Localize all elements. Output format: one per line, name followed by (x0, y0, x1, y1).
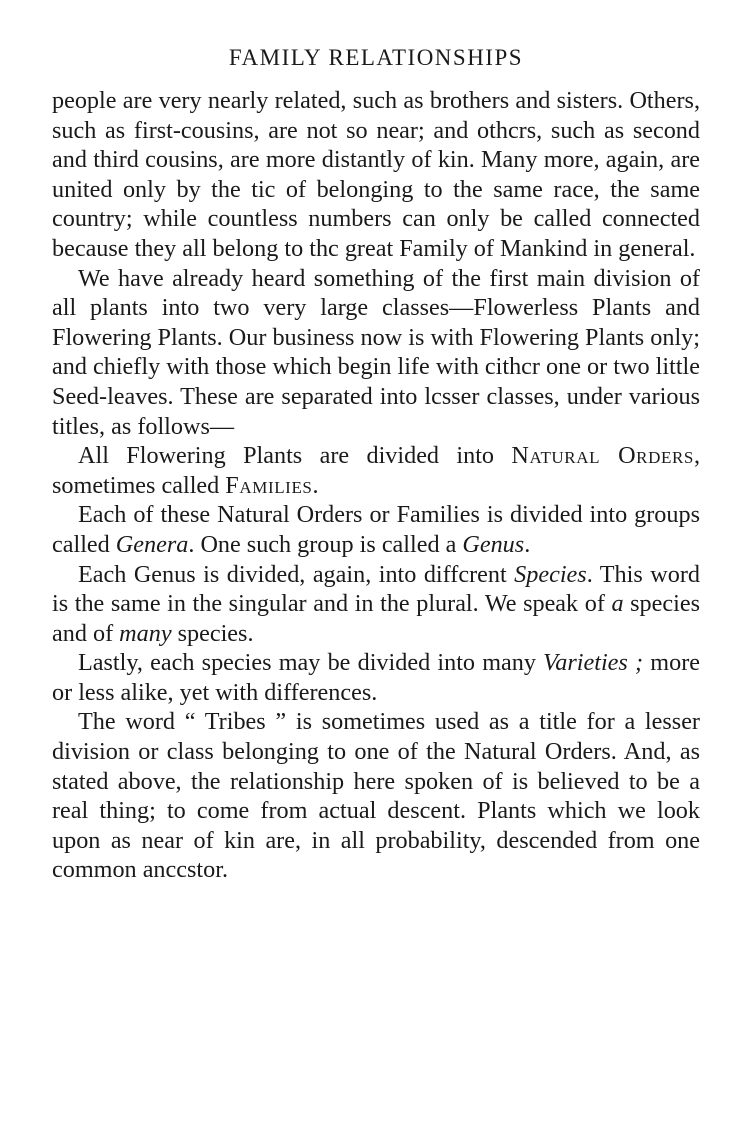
paragraph-varieties (52, 648, 700, 707)
text-run: All Flowering Plants are divided into (78, 442, 512, 470)
italic-term: Genus (462, 530, 525, 558)
italic-term: a (611, 590, 624, 618)
paragraph-tribes: The word “ Tribes ” is sometimes used as a title for a lesser division or class belonging to one of the Natural Orders. And, as stated above, the relationship here spoken of is believed to be a real thing; to come from actual descent. Plants which we look upon as near of kin are, in all probability, descended from one common anccstor. (52, 708, 700, 884)
text-run: . (312, 471, 319, 499)
small-caps-term: Families (225, 471, 313, 499)
text-run: Each of these Natural Orders or Families is divided into groups called (52, 501, 700, 558)
small-caps-term: Natural Orders (511, 442, 694, 470)
italic-term: Varieties ; (543, 649, 644, 677)
text-run: species. (171, 619, 254, 647)
italic-term: Species (514, 560, 587, 588)
text-run: Each Genus is divided, again, into diffcrent (78, 560, 515, 588)
paragraph-species (52, 560, 700, 649)
text-run: . One such group is called a (188, 530, 463, 558)
italic-term: Genera (115, 530, 189, 558)
paragraph-plant-divisions: We have already heard something of the first main division of all plants into two very large classes—Flowerless Plants and Flowering Plants. Our business now is with Flowering Plants only; and chiefly with those which begin life with cithcr one or two little Seed-leaves. These are separated into lcsser classes, under various titles, as follows— (52, 264, 700, 440)
text-run: species and of (52, 590, 700, 647)
text-run: Lastly, each species may be divided into many (78, 649, 544, 677)
text-run: . (524, 530, 531, 558)
text-run: . This word is the same in the singular and in the plural. We speak of (52, 560, 700, 618)
italic-term: many (119, 619, 172, 647)
text-run: , sometimes called (52, 442, 700, 499)
paragraph-continuation: people are very nearly related, such as brothers and sisters. Others, such as first-cousins, are not so near; and othcrs, such as second and third cousins, are more distantly of kin. Many more, again, are united only by the tic of belonging to the same race, the same country; while countless numbers can only be called connected because they all belong to thc great Family of Mankind in general. (52, 87, 700, 262)
paragraph-genera (52, 500, 700, 559)
paragraph-natural-orders (52, 441, 700, 500)
book-page (52, 40, 700, 885)
text-run: more or less alike, yet with differences. (52, 649, 701, 706)
running-head: FAMILY RELATIONSHIPS (228, 45, 524, 70)
